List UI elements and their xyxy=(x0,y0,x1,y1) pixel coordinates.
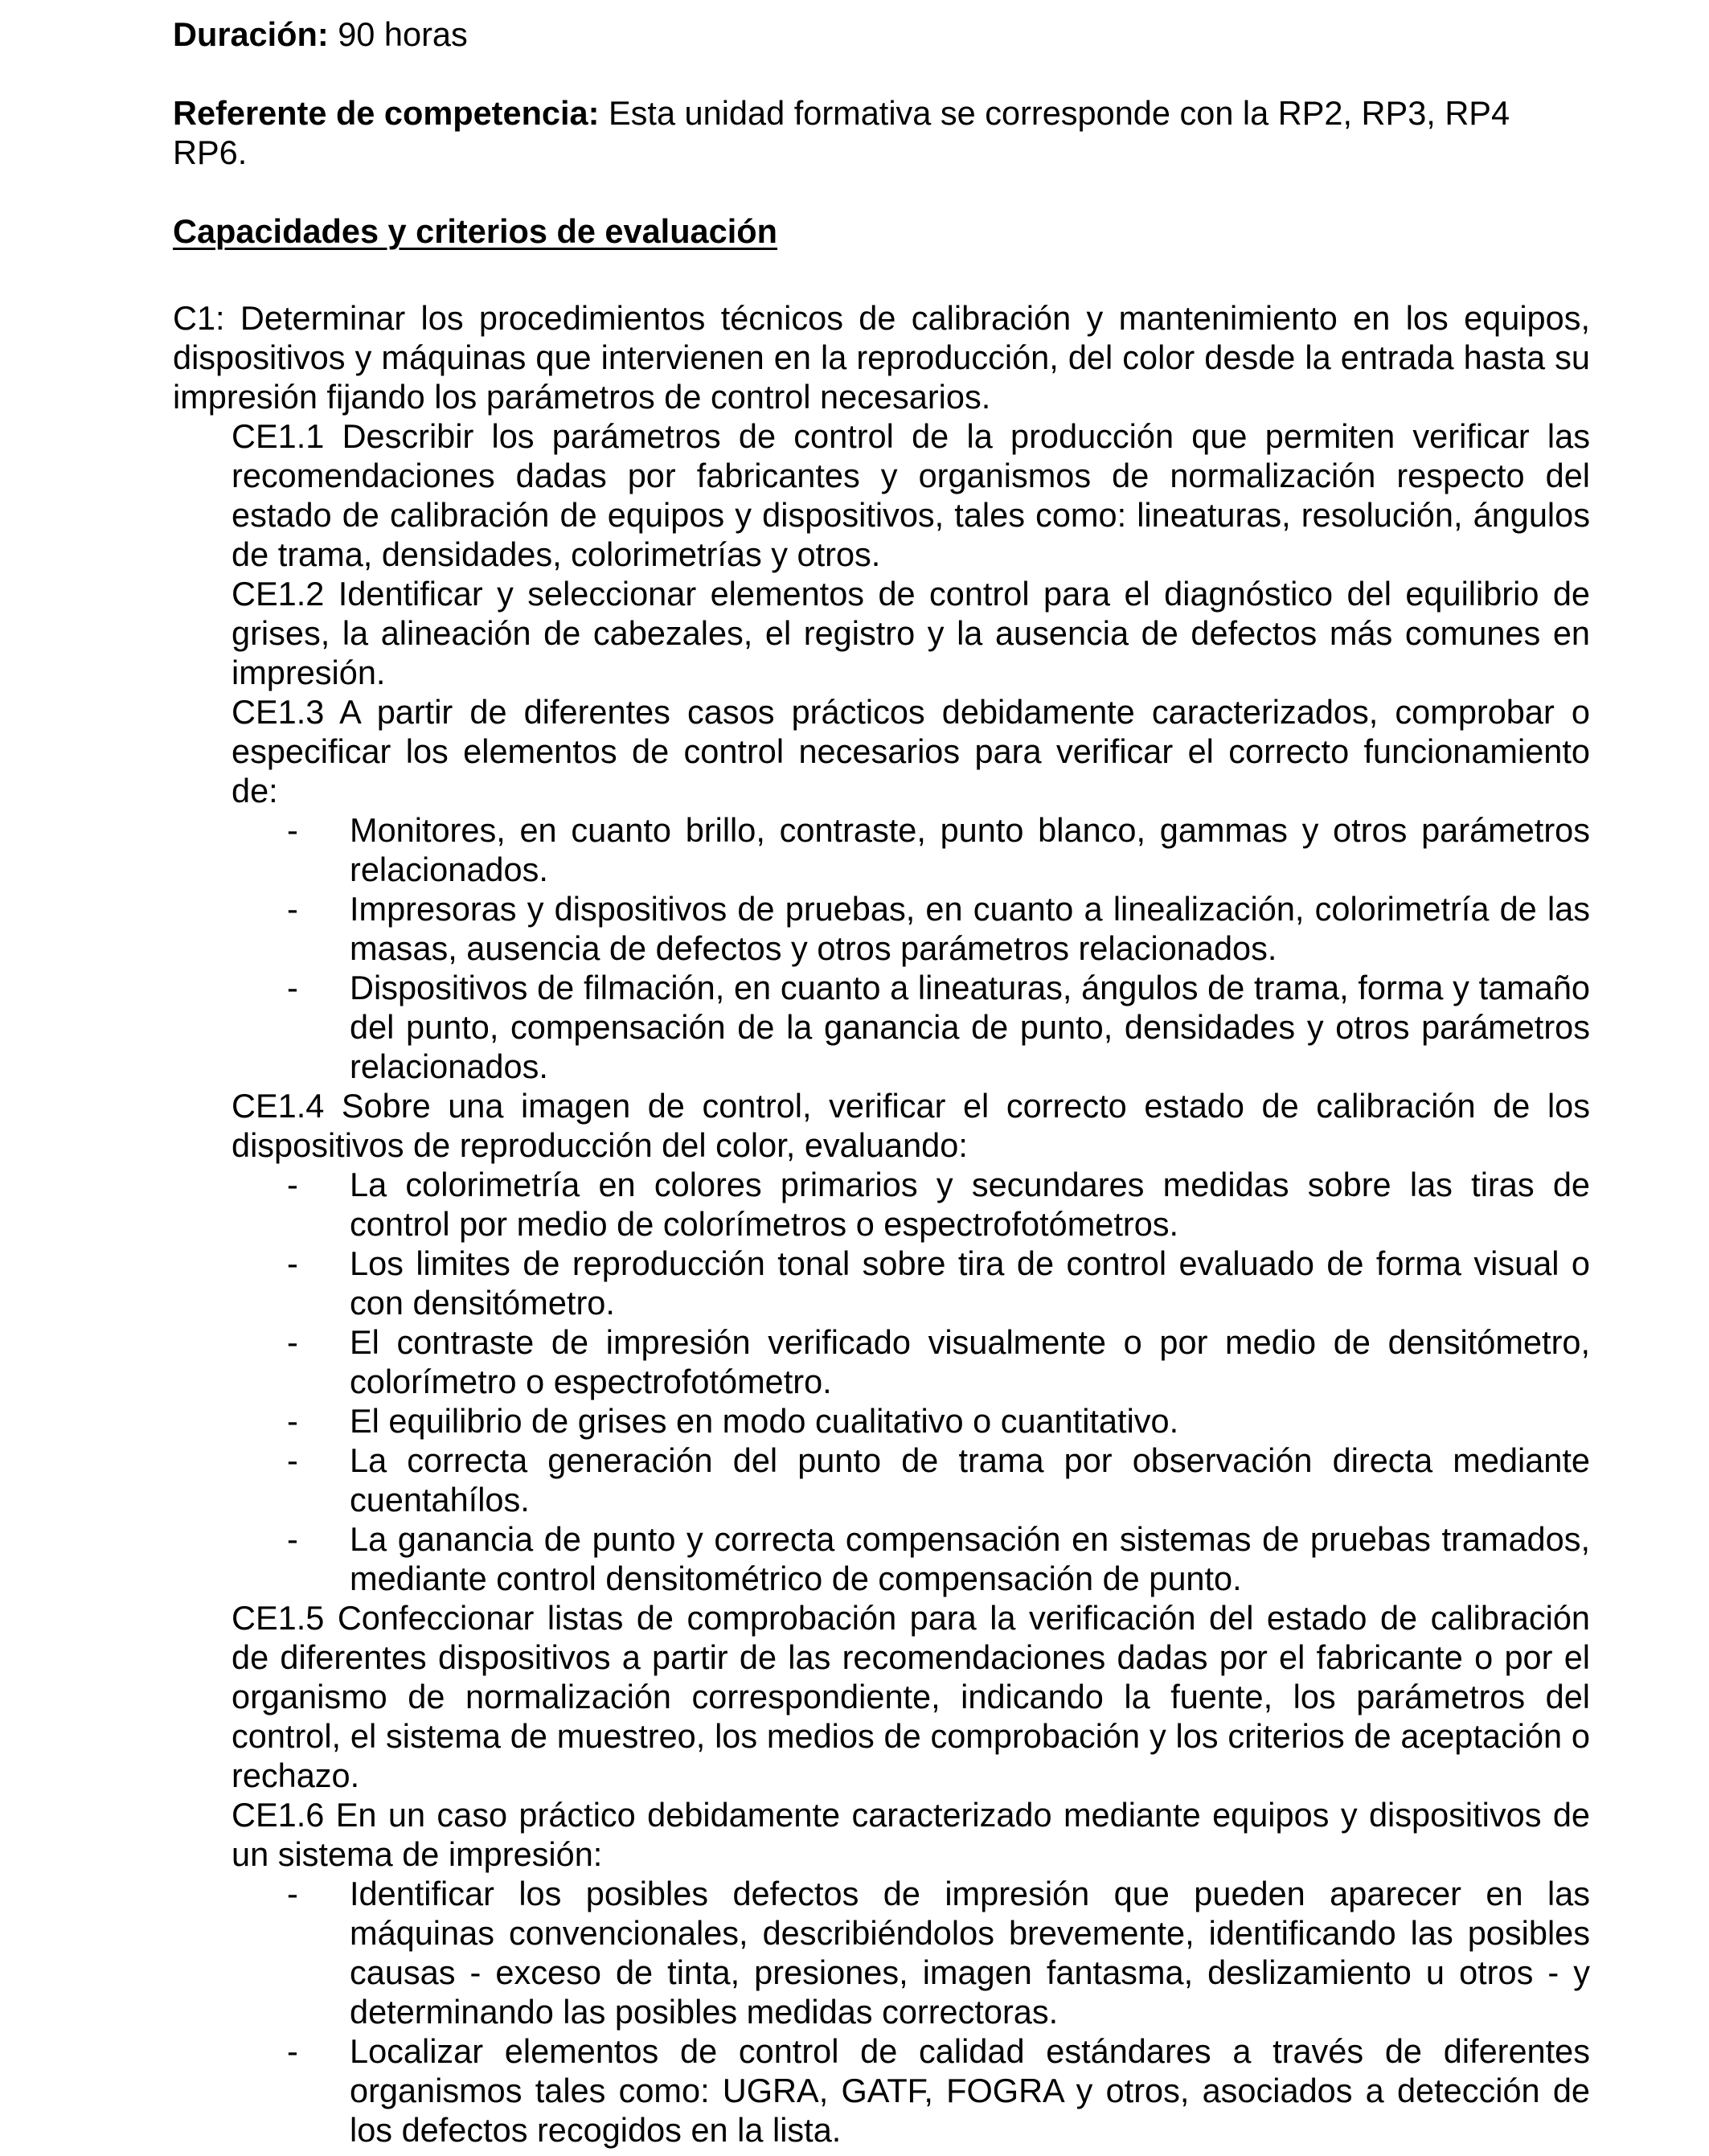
bullet-dash: - xyxy=(287,2032,298,2070)
duration-line xyxy=(173,14,1590,54)
bullet-text: Dispositivos de filmación, en cuanto a lineaturas, ángulos de trama, forma y tamaño del punto, compensación de la ganancia de punto, densidades y otros parámetros relacionados. xyxy=(350,969,1590,1085)
criterion-ce1-2: CE1.2 Identificar y seleccionar elementos de control para el diagnóstico del equilibrio de grises, la alineación de cabezales, el registro y la ausencia de defectos más comunes en impresión. xyxy=(232,575,1590,691)
list-item xyxy=(287,1441,1590,1519)
section-title: Capacidades y criterios de evaluación xyxy=(173,212,777,250)
capacity-c1: C1: Determinar los procedimientos técnicos de calibración y mantenimiento en los equipos, dispositivos y máquinas que intervienen en la reproducción, del color desde la entrada hasta su impresión fijando los parámetros de control necesarios. xyxy=(173,299,1590,416)
criterion-ce1-6: CE1.6 En un caso práctico debidamente caracterizado mediante equipos y dispositivos de un sistema de impresión: xyxy=(232,1796,1590,1873)
list-item xyxy=(287,1401,1590,1441)
reference-label: Referente de competencia: xyxy=(173,94,600,132)
list-item xyxy=(287,2031,1590,2150)
criterion-ce1-4: CE1.4 Sobre una imagen de control, verificar el correcto estado de calibración de los dispositivos de reproducción del color, evaluando: xyxy=(232,1087,1590,1164)
criteria-list xyxy=(173,416,1590,2150)
reference-value: Esta unidad formativa se corresponde con la RP2, RP3, RP4 RP6. xyxy=(173,94,1510,171)
criterion-ce1-3: CE1.3 A partir de diferentes casos prácticos debidamente caracterizados, comprobar o especificar los elementos de control necesarios para verificar el correcto funcionamiento de: xyxy=(232,693,1590,810)
list-item xyxy=(287,1165,1590,1244)
bullet-text: La colorimetría en colores primarios y secundares medidas sobre las tiras de control por medio de colorímetros o espectrofotómetros. xyxy=(350,1166,1590,1243)
duration-value: 90 horas xyxy=(338,15,468,53)
bullet-text: Monitores, en cuanto brillo, contraste, punto blanco, gammas y otros parámetros relacionados. xyxy=(350,811,1590,888)
list-item xyxy=(287,810,1590,889)
criterion-ce1-5: CE1.5 Confeccionar listas de comprobación para la verificación del estado de calibración de diferentes dispositivos a partir de las recomendaciones dadas por el fabricante o por el organismo de normalización correspondiente, indicando la fuente, los parámetros del control, el sistema de muestreo, los medios de comprobación y los criterios de aceptación o rechazo. xyxy=(232,1599,1590,1794)
criterion-ce1-3-bullets xyxy=(173,810,1590,1086)
bullet-dash: - xyxy=(287,1323,298,1361)
bullet-text: El equilibrio de grises en modo cualitativo o cuantitativo. xyxy=(350,1402,1179,1440)
bullet-text: La correcta generación del punto de trama por observación directa mediante cuentahílos. xyxy=(350,1441,1590,1519)
bullet-dash: - xyxy=(287,1875,298,1912)
bullet-text: Los limites de reproducción tonal sobre tira de control evaluado de forma visual o con densitómetro. xyxy=(350,1244,1590,1322)
criterion-ce1-1: CE1.1 Describir los parámetros de control de la producción que permiten verificar las recomendaciones dadas por fabricantes y organismos de normalización respecto del estado de calibración de equipos y dispositivos, tales como: lineaturas, resolución, ángulos de trama, densidades, colorimetrías y otros. xyxy=(232,417,1590,573)
bullet-dash: - xyxy=(287,969,298,1006)
list-item xyxy=(287,889,1590,968)
bullet-dash: - xyxy=(287,890,298,928)
criterion-ce1-4-bullets xyxy=(173,1165,1590,1598)
list-item xyxy=(287,968,1590,1086)
list-item xyxy=(287,1244,1590,1322)
duration-label: Duración: xyxy=(173,15,329,53)
bullet-text: La ganancia de punto y correcta compensación en sistemas de pruebas tramados, mediante control densitométrico de compensación de punto. xyxy=(350,1520,1590,1597)
criterion-ce1-6-bullets xyxy=(173,1874,1590,2150)
document-body xyxy=(173,14,1590,2150)
list-item xyxy=(287,1519,1590,1598)
bullet-dash: - xyxy=(287,1166,298,1203)
bullet-text: El contraste de impresión verificado visualmente o por medio de densitómetro, colorímetro o espectrofotómetro. xyxy=(350,1323,1590,1400)
list-item xyxy=(287,1322,1590,1401)
bullet-dash: - xyxy=(287,1402,298,1440)
list-item xyxy=(287,1874,1590,2031)
bullet-dash: - xyxy=(287,811,298,849)
bullet-dash: - xyxy=(287,1244,298,1282)
bullet-dash: - xyxy=(287,1441,298,1479)
bullet-text: Localizar elementos de control de calidad estándares a través de diferentes organismos tales como: UGRA, GATF, FOGRA y otros, asociados a detección de los defectos recogidos en la lista. xyxy=(350,2032,1590,2149)
reference-line xyxy=(173,93,1531,172)
bullet-text: Identificar los posibles defectos de impresión que pueden aparecer en las máquinas convencionales, describiéndolos brevemente, identificando las posibles causas - exceso de tinta, presiones, imagen fantasma, deslizamiento u otros - y determinando las posibles medidas correctoras. xyxy=(350,1875,1590,2031)
bullet-dash: - xyxy=(287,1520,298,1558)
bullet-text: Impresoras y dispositivos de pruebas, en cuanto a linealización, colorimetría de las masas, ausencia de defectos y otros parámetros relacionados. xyxy=(350,890,1590,967)
